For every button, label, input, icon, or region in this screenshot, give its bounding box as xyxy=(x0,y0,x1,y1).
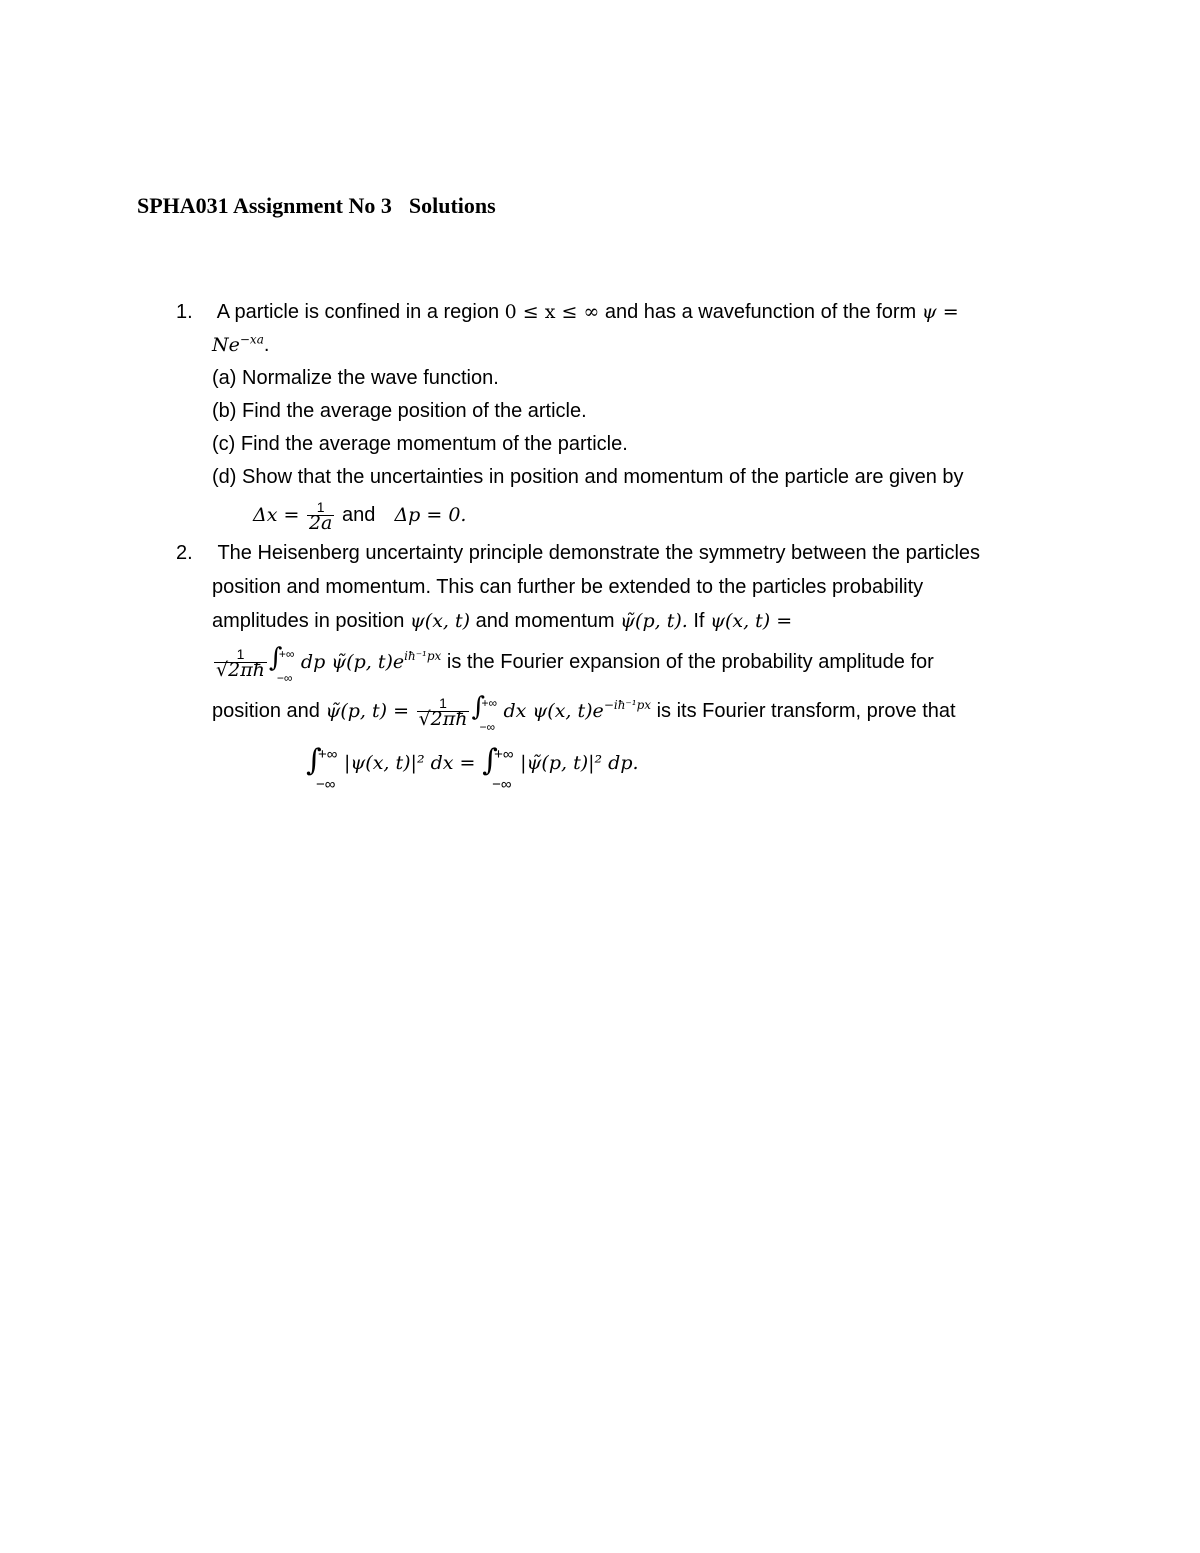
integral-sign-4: ∫ +∞ −∞ xyxy=(482,742,514,793)
question-2-line-4: $\frac{1}{√2\pi ħ}$ ∫ +∞ −∞ dp ψ̃(p, $t)e^{iħ^{-1}px}$ is the Fourier expansion of the probability amplitude for xyxy=(216,642,934,685)
question-2-line-3: amplitudes in position ψ(x, t) and momentum ψ̃(p, t). If ψ(x, t) = xyxy=(212,610,793,632)
question-2-line-5: position and ψ̃(p, t) = $\frac{1}{√2\pi ħ}$ ∫ +∞ −∞ dx ψ(x, $t)e^{-iħ^{-1}px}$ is its Fourier transform, prove that xyxy=(212,691,956,734)
question-1-line-1: 1. A particle is confined in a region 0 ≤ x ≤ ∞ and has a wavefunction of the form ψ = xyxy=(176,301,959,323)
question-1-part-b: (b) Find the average position of the article. xyxy=(212,400,587,422)
integral-sign-3: ∫ +∞ −∞ xyxy=(306,742,338,793)
question-2-final-equation: ∫ +∞ −∞ |ψ(x, t)|² dx = ∫ +∞ −∞ |ψ̃(p, t)|² dp. xyxy=(306,742,639,793)
question-2-line-2: position and momentum. This can further be extended to the particles probability xyxy=(212,576,924,598)
question-1-part-c: (c) Find the average momentum of the particle. xyxy=(212,433,628,455)
question-1-line-2: $Ne^{-xa}$. xyxy=(212,332,270,356)
fraction-1-over-2a: $\frac{1}{2a}$ xyxy=(308,499,333,534)
question-1-part-d-math: Δx = $\frac{1}{2a}$ and Δp = 0. xyxy=(253,499,467,534)
fraction-1-over-sqrt-2pi-hbar: $\frac{1}{√2\pi ħ}$ xyxy=(216,646,265,681)
integral-sign-2: ∫ +∞ −∞ xyxy=(471,691,498,734)
integral-sign: ∫ +∞ −∞ xyxy=(268,642,295,685)
page-title: SPHA031 Assignment No 3 Solutions xyxy=(137,193,496,218)
question-1-part-a: (a) Normalize the wave function. xyxy=(212,367,499,389)
fraction-1-over-sqrt-2pi-hbar-2: $\frac{1}{√2\pi ħ}$ xyxy=(418,695,468,730)
question-2-line-1: 2. The Heisenberg uncertainty principle demonstrate the symmetry between the particles xyxy=(176,542,981,564)
question-1-part-d: (d) Show that the uncertainties in position and momentum of the particle are given by xyxy=(212,466,964,488)
